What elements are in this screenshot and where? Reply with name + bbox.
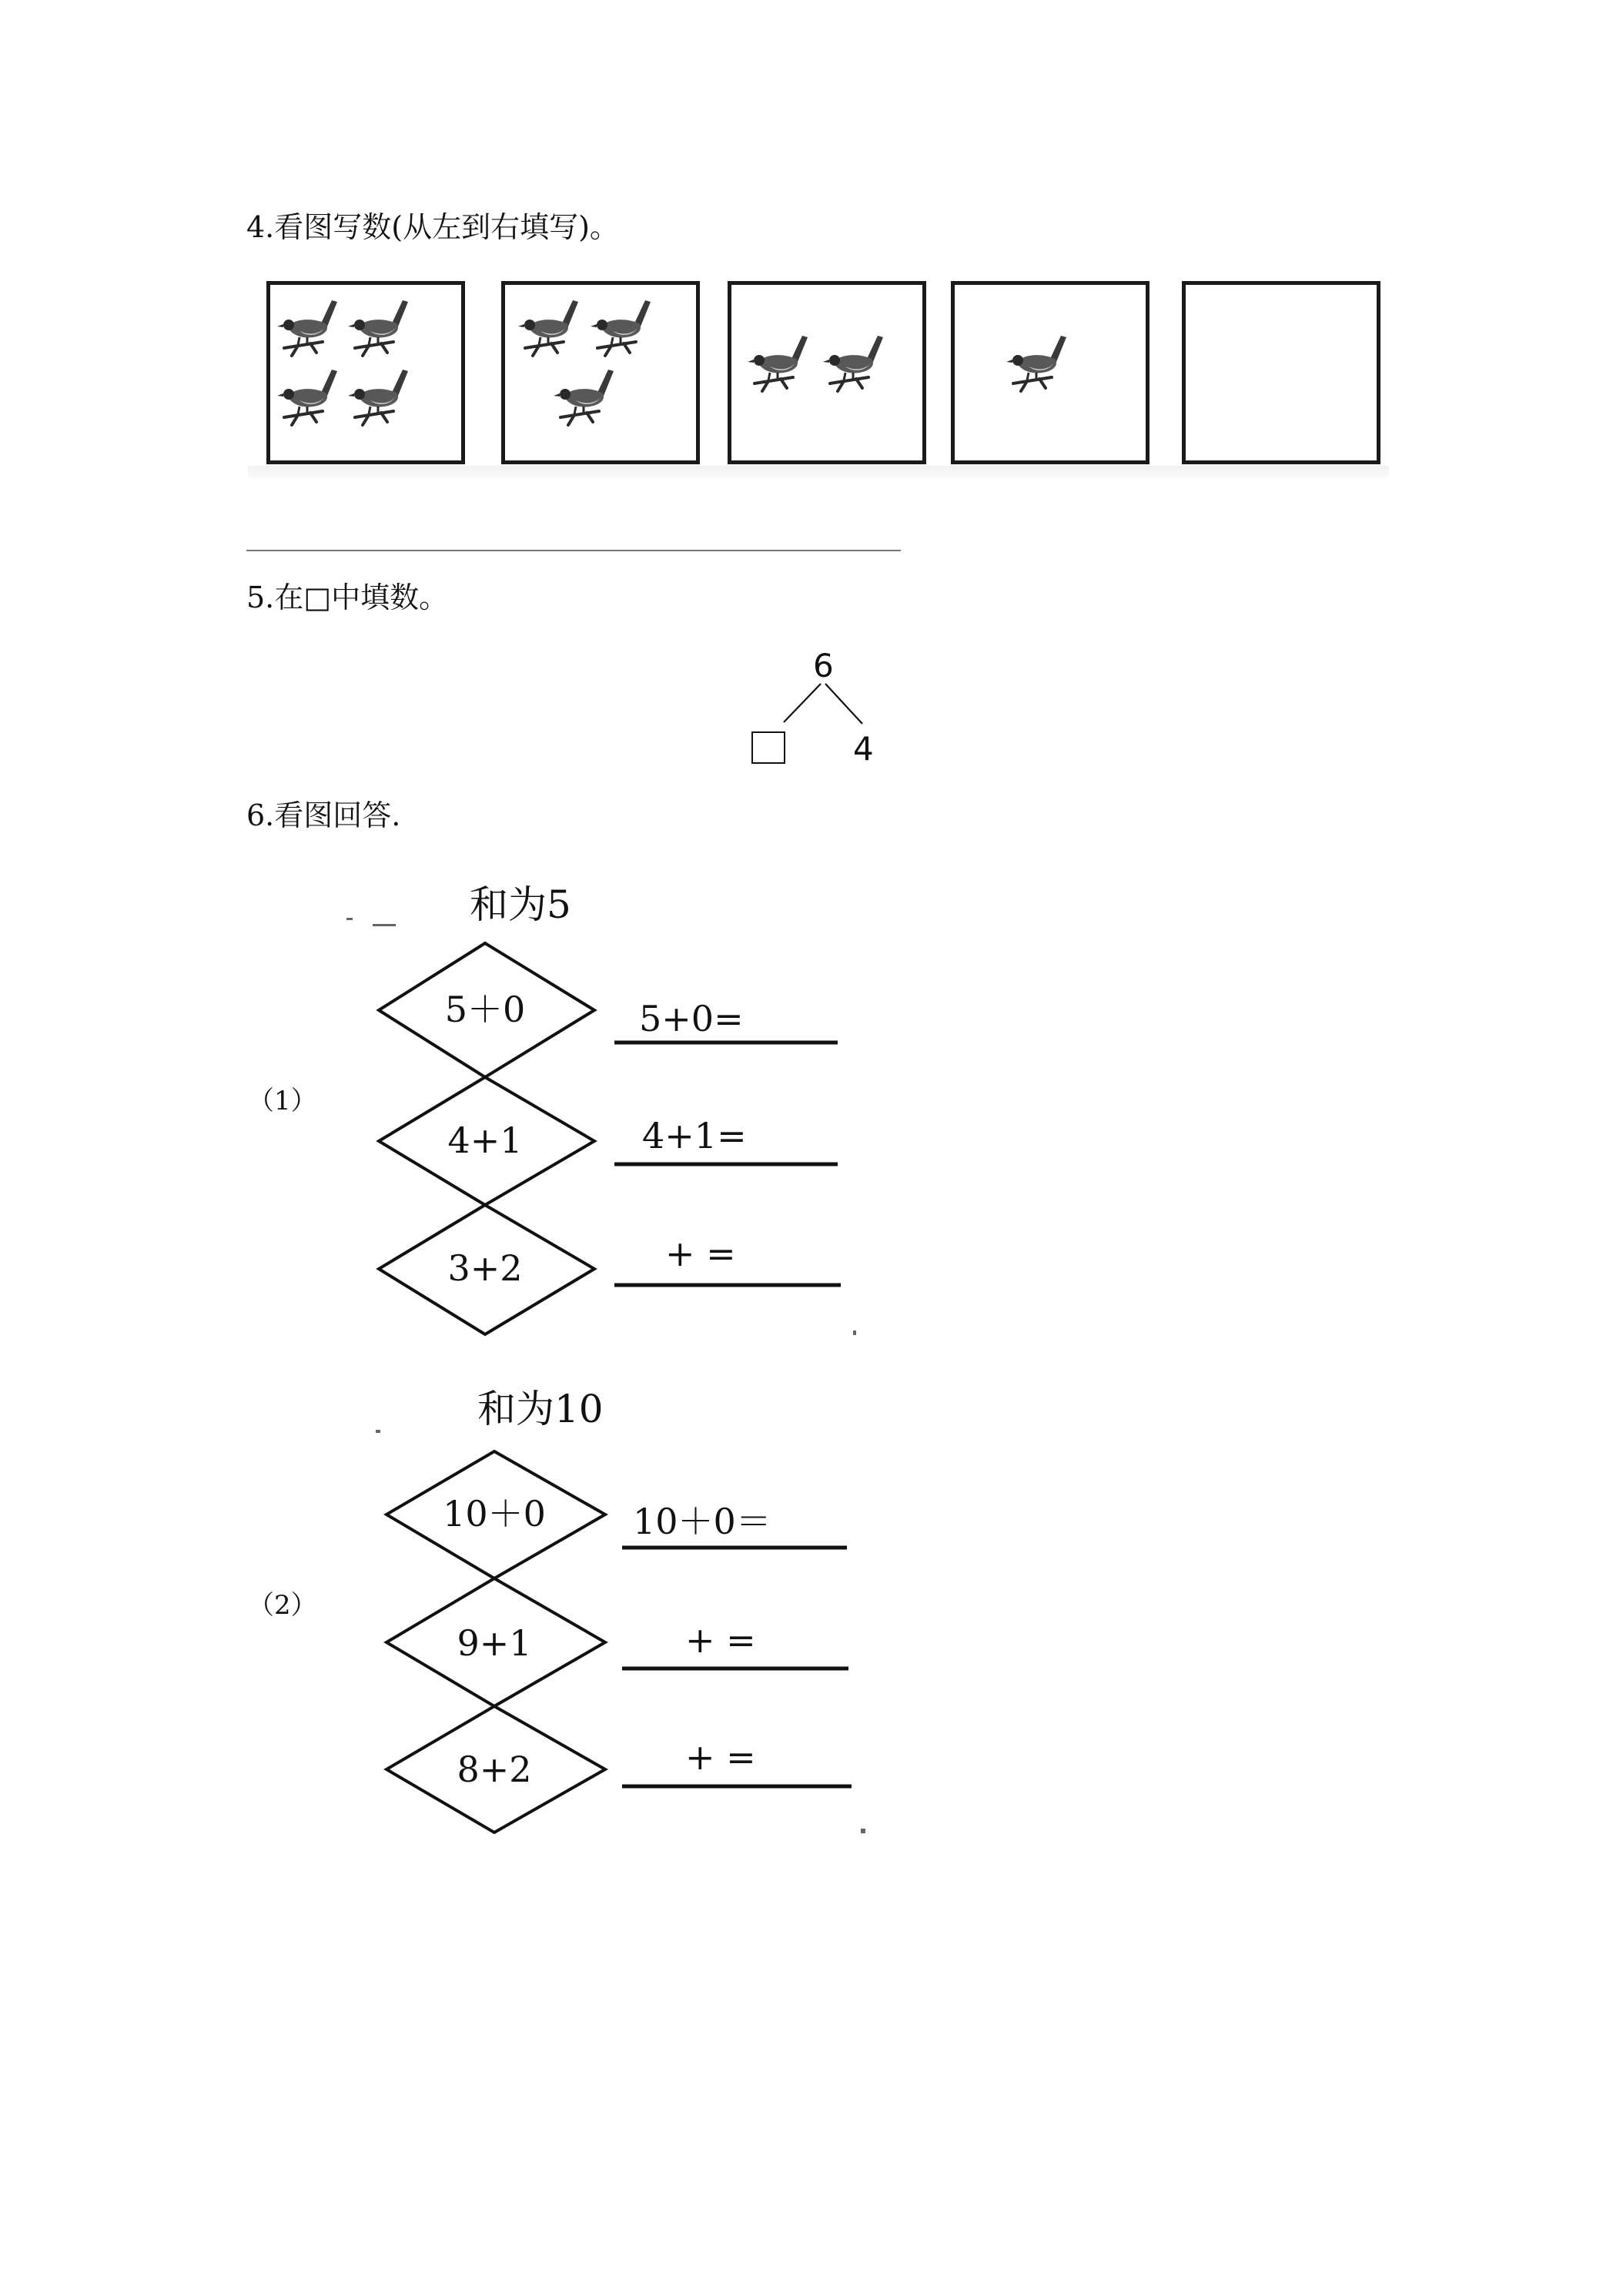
bond-whole: 6	[813, 647, 834, 684]
bird-icon	[276, 297, 347, 359]
bond-blank-box[interactable]	[751, 731, 785, 764]
bird-box-2	[501, 281, 700, 464]
equation-2: 4+1=	[642, 1115, 747, 1156]
bird-icon	[553, 366, 624, 428]
bond-part-known: 4	[853, 730, 874, 768]
scan-speck	[346, 918, 353, 920]
question-4-title: 4.看图写数(从左到右填写)。	[246, 210, 619, 244]
bird-picture-row	[248, 281, 1387, 477]
diamond-2-text: 4+1	[447, 1120, 523, 1161]
bird-icon	[1006, 333, 1076, 394]
diamond-2-text: 9+1	[457, 1622, 532, 1664]
bird-icon	[517, 297, 588, 359]
diamond-3-text: 8+2	[457, 1749, 532, 1790]
question-6-title: 6.看图回答.	[246, 798, 401, 832]
scan-speck	[853, 1330, 856, 1335]
number-bond	[739, 647, 909, 778]
equation-1: 5+0=	[639, 998, 744, 1039]
equation-3: + =	[685, 1736, 756, 1778]
question-5-title: 5.在□中填数。	[246, 581, 449, 614]
bird-icon	[747, 333, 818, 394]
diamond-1-text: 10＋0	[443, 1493, 546, 1535]
bird-box-4	[951, 281, 1149, 464]
sum-diagram-2	[346, 1387, 885, 1867]
scan-speck	[861, 1829, 865, 1833]
answer-line[interactable]	[246, 550, 901, 551]
diamond-1-text: 5＋0	[444, 989, 526, 1030]
equation-3: + =	[665, 1233, 736, 1274]
equation-1: 10＋0＝	[633, 1501, 771, 1542]
sum-diagram-1	[339, 882, 878, 1363]
equation-2: + =	[685, 1619, 756, 1661]
part-2-label: （2）	[248, 1590, 317, 1621]
diamond-3-text: 3+2	[447, 1247, 523, 1289]
bird-icon	[822, 333, 893, 394]
diagram-2-heading: 和为10	[477, 1387, 604, 1431]
bird-icon	[347, 297, 418, 359]
bird-box-1	[266, 281, 465, 464]
bird-icon	[590, 297, 661, 359]
bird-icon	[276, 366, 347, 428]
bird-icon	[347, 366, 418, 428]
part-1-label: （1）	[248, 1086, 317, 1116]
scan-speck	[376, 1430, 380, 1433]
scan-speck	[373, 924, 396, 926]
bird-box-3	[728, 281, 926, 464]
bird-box-5	[1182, 281, 1380, 464]
diagram-1-heading: 和为5	[470, 882, 571, 927]
